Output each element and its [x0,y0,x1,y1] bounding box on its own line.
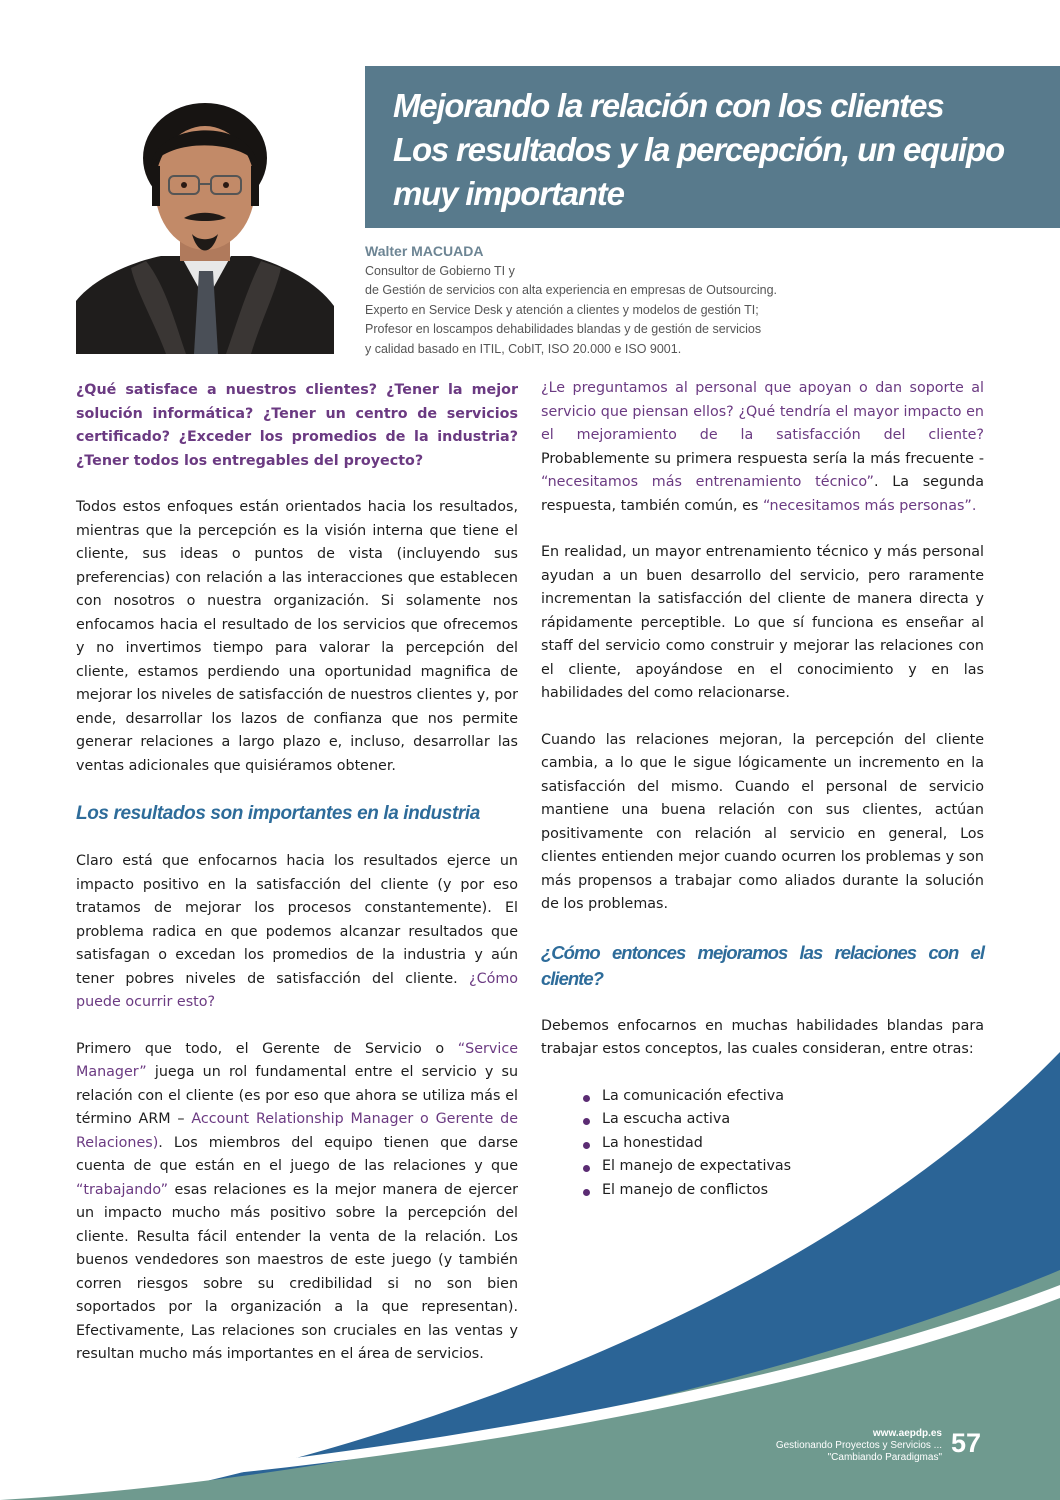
title-line-2: Los resultados y la percepción, un equipo [393,131,1004,168]
paragraph-text: . La segunda respuesta, también común, es [541,474,985,514]
title-banner [365,66,1060,228]
author-bio-line: y calidad basado en ITIL, CobIT, ISO 20.000 e ISO 9001. [365,341,682,356]
footer-website: www.aepdp.es [872,1428,942,1439]
author-name: Walter MACUADA [365,243,484,259]
lead-questions: ¿Qué satisface a nuestros clientes? ¿Tener la mejor solución informática? ¿Tener un centro de servicios certificado? ¿Exceder los promedios de la industria? ¿Tener todos los entregables del proyecto? [76,382,518,469]
bullet-list [541,1085,984,1203]
paragraph: Todos estos enfoques están orientados hacia los resultados, mientras que la percepción es la visión interna que tiene el cliente, sus ideas o puntos de vista (incluyendo sus preferencias) con relación a las interacciones que establecen con nosotros o nuestra organización. Si solamente nos enfocamos hacia el resultado de los servicios que ofrecemos y no invertimos tiempo para valorar la percepción del cliente, estamos perdiendo una oportunidad magnifica de mejorar los niveles de satisfacción de nuestros clientes y, por ende, desarrollar los lazos de confianza que nos permite generar relaciones a largo plazo e, incluso, desarrollar las ventas adicionales que quisiéramos obtener. [76,499,518,774]
paragraph-text: . Los miembros del equipo tienen que darse cuenta de que están en el juego de las relaciones y que [76,1134,518,1174]
list-item: La comunicación efectiva [583,1085,984,1109]
paragraph-text: Primero que todo, el Gerente de Servicio o [76,1040,445,1057]
article-title [393,84,1033,216]
highlight-question: ¿Cómo puede ocurrir esto? [76,970,518,1010]
left-column [76,379,518,1390]
highlight-question: ¿Le preguntamos al personal que apoyan o dan soporte al servicio que piensan ellos? ¿Qué tendría el mayor impacto en el mejoramiento de la satisfacción del cliente? [541,380,984,443]
author-bio-line: Experto en Service Desk y atención a clientes y modelos de gestión TI; [365,302,759,317]
paragraph-text: Probablemente su primera respuesta sería la más frecuente - [541,450,984,467]
list-item: El manejo de expectativas [583,1155,984,1179]
author-info [365,242,805,359]
page-number: 57 [951,1428,982,1458]
paragraph: Debemos enfocarnos en muchas habilidades blandas para trabajar estos conceptos, las cuales consideran, entre otras: [541,1017,984,1057]
footer-line: "Cambiando Paradigmas" [827,1452,942,1463]
highlight-quote: “Service Manager” [76,1040,518,1080]
footer-credits [776,1428,942,1464]
paragraph-text: esas relaciones es la mejor manera de ejercer un impacto mucho más positivo sobre la percepción del cliente. Resulta fácil entender la venta de la relación. Los buenos vendedores son maestros de este juego (y también corren riesgos sobre su credibilidad si no son bien soportados por la organización a la que representan). Efectivamente, Las relaciones son cruciales en las ventas y resultan mucho más importantes en el área de servicios. [76,1181,519,1362]
highlight-term: Account Relationship Manager o Gerente de Relaciones) [76,1111,518,1151]
author-photo [76,96,334,354]
list-item: La honestidad [583,1132,984,1156]
paragraph-text: juega un rol fundamental entre el servicio y su relación con el cliente (es por eso que ahora se utiliza más el término ARM – [76,1064,519,1127]
list-item: La escucha activa [583,1108,984,1132]
highlight-quote: “necesitamos más personas” [762,497,972,514]
list-item: El manejo de conflictos [583,1179,984,1203]
paragraph [541,377,984,518]
right-column [541,377,984,1202]
section-heading: Los resultados son importantes en la industria [76,803,480,824]
paragraph [76,850,518,1015]
author-bio-line: Consultor de Gobierno TI y [365,263,515,278]
section-heading: ¿Cómo entonces mejoramos las relaciones con el cliente? [541,941,984,989]
title-line-3: muy importante [393,175,624,212]
title-line-1: Mejorando la relación con los clientes [393,87,944,124]
author-bio-line: de Gestión de servicios con alta experiencia en empresas de Outsourcing. [365,283,778,297]
highlight-quote: “necesitamos más entrenamiento técnico” [541,474,874,490]
footer-line: Gestionando Proyectos y Servicios ... [775,1440,942,1451]
paragraph-text: . [971,497,977,514]
paragraph: En realidad, un mayor entrenamiento técnico y más personal ayudan a un buen desarrollo del servicio, pero raramente incrementan la satisfacción del cliente de manera directa y rápidamente perceptible. Lo que sí funciona es enseñar al staff del servicio como construir y mejorar las relaciones con el cliente, apoyándose en el conocimiento y en las habilidades del como relacionarse. [541,544,984,701]
paragraph: Cuando las relaciones mejoran, la percepción del cliente cambia, a lo que le sigue lógicamente un incremento en la satisfacción del mismo. Cuando el personal de servicio mantiene una buena relación con sus clientes, actúan positivamente con relación al servicio en general, Los clientes entienden mejor cuando ocurren los problemas y son más propensos a trabajar como aliados durante la solución de los problemas. [541,731,984,912]
author-bio-line: Profesor en loscampos dehabilidades blandas y de gestión de servicios [365,322,762,336]
paragraph [76,1038,518,1367]
highlight-quote: “trabajando” [76,1181,169,1198]
paragraph-text: Claro está que enfocarnos hacia los resultados ejerce un impacto positivo en la satisfacción del cliente (y por eso tratamos de mejorar los procesos constantemente). El problema radica en que podemos alcanzar resultados que satisfagan o excedan los promedios de la industria y aún tener pobres niveles de satisfacción del cliente. [76,853,518,987]
